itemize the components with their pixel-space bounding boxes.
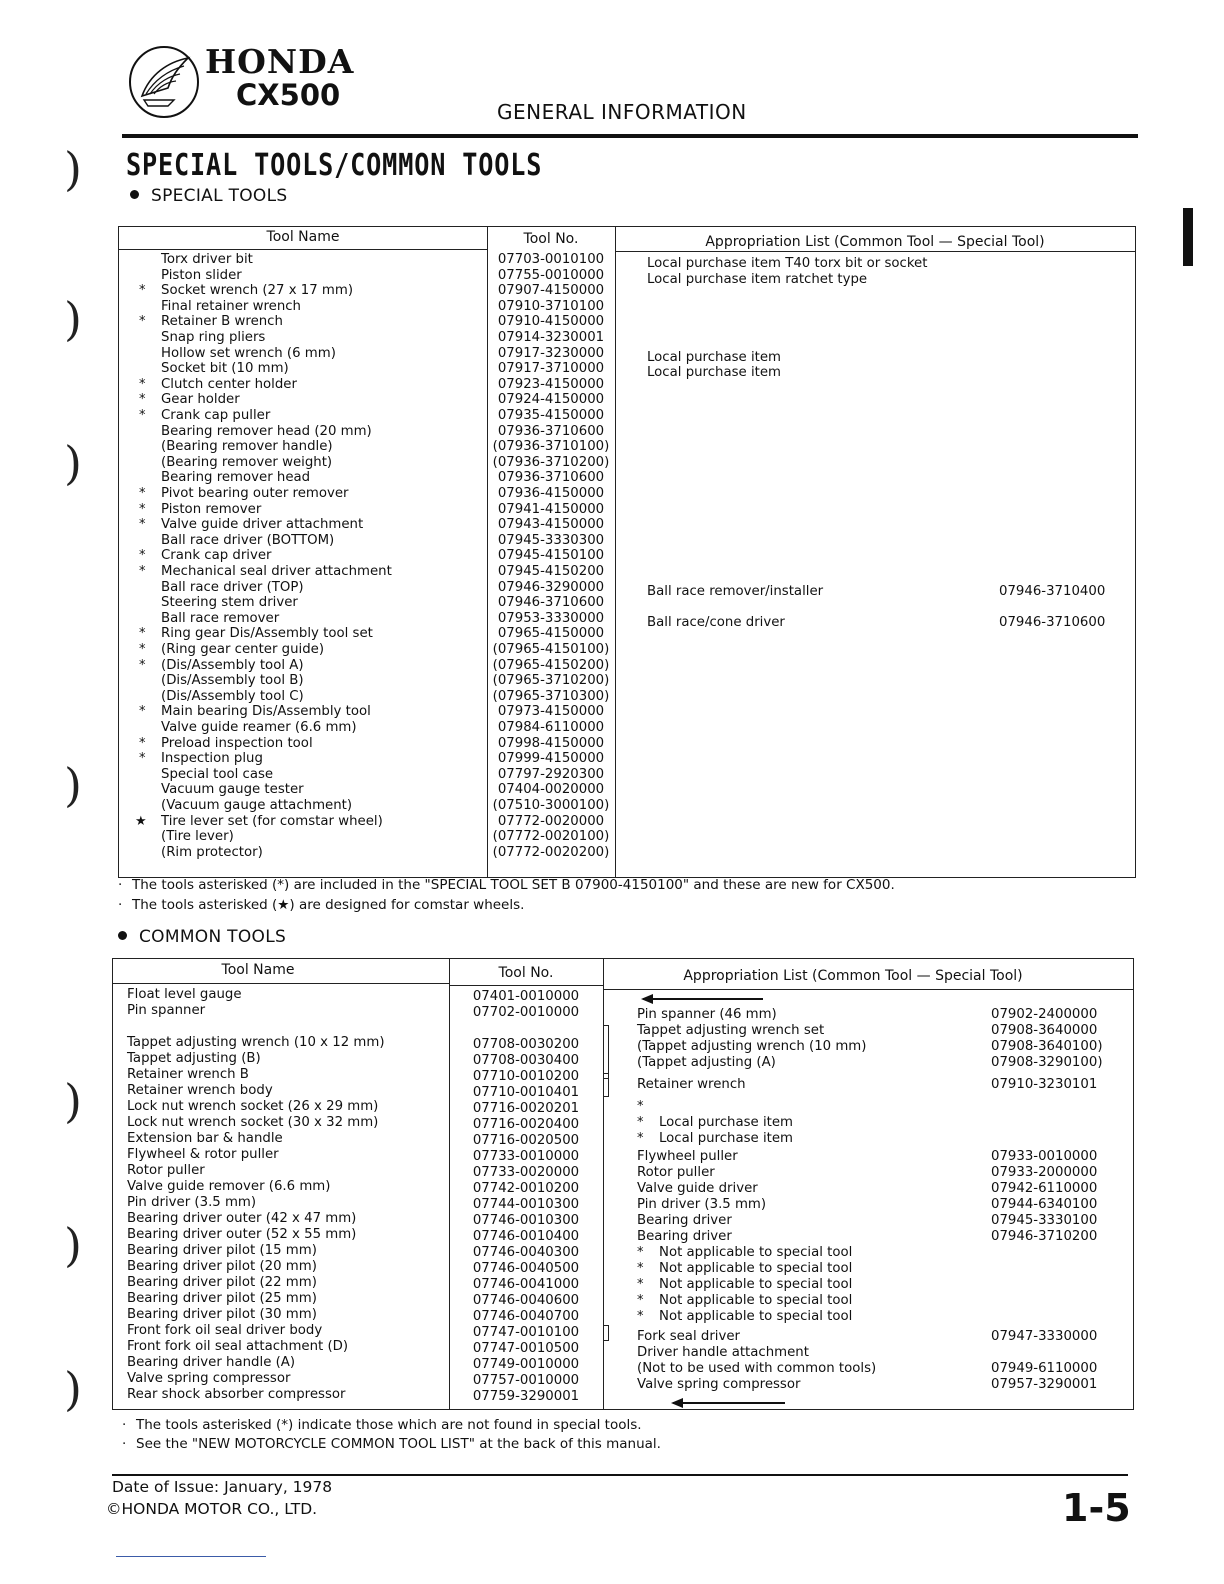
tool-name: Extension bar & handle [127, 1131, 283, 1146]
appropriation-text: (Not to be used with common tools) [637, 1361, 877, 1376]
model-name: CX500 [236, 78, 341, 112]
tool-number: 07716-0020400 [472, 1117, 580, 1132]
tool-name: Final retainer wrench [161, 298, 301, 314]
binder-hole-mark: ) [64, 758, 82, 812]
tool-name: Ball race driver (TOP) [161, 579, 304, 595]
tool-number: 07999-4150000 [497, 751, 605, 767]
appropriation-text: Local purchase item ratchet type [647, 271, 868, 287]
tool-number: 07910-3710100 [497, 298, 605, 314]
tool-number: (07510-3000100) [492, 798, 610, 813]
tool-name: Crank cap puller [161, 408, 271, 423]
asterisk-mark: * [637, 1131, 644, 1146]
tool-name: Bearing driver outer (42 x 47 mm) [127, 1211, 357, 1226]
asterisk-mark: * [139, 548, 146, 564]
tool-number: 07742-0010200 [472, 1181, 580, 1196]
appropriation-number: 07908-3290100) [991, 1055, 1103, 1070]
tool-number: 07797-2920300 [497, 766, 605, 782]
asterisk-mark: * [637, 1261, 644, 1276]
tool-number: 07941-4150000 [497, 501, 605, 517]
appropriation-number: 07908-3640100) [991, 1039, 1103, 1054]
asterisk-mark: * [139, 376, 146, 392]
appropriation-text: Local purchase item T40 torx bit or socket [647, 256, 928, 271]
tool-number: 07923-4150000 [497, 376, 605, 392]
tool-name: (Ring gear center guide) [161, 642, 325, 657]
appropriation-text: Local purchase item [659, 1131, 793, 1146]
tool-name: Rear shock absorber compressor [127, 1387, 346, 1402]
tool-name: Pivot bearing outer remover [161, 486, 349, 501]
common-note-1: · The tools asterisked (*) indicate those which are not found in special tools. [122, 1417, 642, 1433]
appropriation-text: Tappet adjusting wrench set [637, 1023, 825, 1038]
header-divider [119, 249, 487, 250]
appropriation-text: Pin spanner (46 mm) [637, 1007, 777, 1022]
asterisk-mark: * [637, 1277, 644, 1292]
col-header-tool-no: Tool No. [498, 965, 554, 981]
tool-number: 07772-0020000 [497, 813, 605, 829]
tool-name: Socket bit (10 mm) [161, 361, 289, 377]
tool-number: 07757-0010000 [472, 1373, 580, 1388]
tool-number: 07746-0040500 [472, 1261, 580, 1276]
header-divider [449, 985, 603, 986]
binder-hole-mark: ) [64, 1074, 82, 1128]
tool-name: Front fork oil seal attachment (D) [127, 1339, 349, 1354]
appropriation-text: Not applicable to special tool [659, 1277, 853, 1292]
tool-name: Tappet adjusting (B) [127, 1051, 261, 1066]
tool-number: 07708-0030200 [472, 1037, 580, 1052]
scan-artifact-line [116, 1556, 266, 1557]
appropriation-text: Driver handle attachment [637, 1345, 809, 1360]
asterisk-mark: * [139, 283, 146, 299]
tool-name: Valve guide remover (6.6 mm) [127, 1179, 331, 1194]
tool-number: 07914-3230001 [497, 330, 605, 345]
tool-name: (Dis/Assembly tool B) [161, 673, 304, 689]
tool-number: 07943-4150000 [497, 517, 605, 533]
tool-name: (Tire lever) [161, 829, 234, 845]
tool-name: (Bearing remover handle) [161, 439, 333, 455]
tool-name: Bearing driver pilot (30 mm) [127, 1307, 317, 1322]
special-note-2: · The tools asterisked (★) are designed for comstar wheels. [118, 897, 525, 913]
tool-number: 07973-4150000 [497, 704, 605, 720]
tool-number: 07917-3710000 [497, 361, 605, 377]
special-tools-heading-text: SPECIAL TOOLS [151, 186, 288, 206]
tool-name: Bearing driver pilot (25 mm) [127, 1291, 317, 1306]
tool-number: 07702-0010000 [472, 1005, 580, 1020]
appropriation-number: 07902-2400000 [991, 1007, 1098, 1022]
appropriation-number: 07910-3230101 [991, 1077, 1098, 1092]
bullet-icon [118, 931, 127, 940]
tool-number: 07936-3710600 [497, 470, 605, 486]
tool-number: 07946-3290000 [497, 579, 605, 595]
special-note-1: · The tools asterisked (*) are included in the "SPECIAL TOOL SET B 07900-4150100" and these are new for CX500. [118, 877, 895, 893]
col-header-appropriation: Appropriation List (Common Tool — Special Tool) [683, 968, 1023, 984]
tool-name: Crank cap driver [161, 548, 272, 564]
tool-name: Float level gauge [127, 987, 242, 1002]
section-title: GENERAL INFORMATION [497, 100, 747, 124]
appropriation-text: Pin driver (3.5 mm) [637, 1197, 767, 1212]
tool-number: (07772-0020100) [492, 829, 610, 845]
tool-name: Piston slider [161, 267, 242, 283]
tool-number: 07953-3330000 [497, 610, 605, 626]
tool-name: Ring gear Dis/Assembly tool set [161, 626, 373, 642]
tool-name: Clutch center holder [161, 376, 297, 392]
tool-name: Lock nut wrench socket (30 x 32 mm) [127, 1115, 379, 1130]
appropriation-text: Local purchase item [647, 349, 781, 365]
tool-number: 07935-4150000 [497, 408, 605, 423]
group-bracket [603, 1073, 609, 1097]
tool-name: (Dis/Assembly tool A) [161, 657, 304, 673]
asterisk-mark: * [139, 657, 146, 673]
appropriation-text: (Tappet adjusting (A) [637, 1055, 776, 1070]
group-bracket [603, 1025, 609, 1079]
tool-number: 07746-0040700 [472, 1309, 580, 1324]
brand-name: HONDA [205, 42, 355, 81]
common-note-2: · See the "NEW MOTORCYCLE COMMON TOOL LIST" at the back of this manual. [122, 1436, 661, 1452]
appropriation-text: Retainer wrench [637, 1077, 746, 1092]
tool-number: 07984-6110000 [497, 720, 605, 735]
tool-name: Flywheel & rotor puller [127, 1147, 279, 1162]
asterisk-mark: * [637, 1309, 644, 1324]
appropriation-number: 07933-2000000 [991, 1165, 1098, 1180]
tool-number: 07946-3710600 [497, 595, 605, 611]
asterisk-mark: * [637, 1115, 644, 1130]
asterisk-mark: * [139, 501, 146, 517]
tool-name: Bearing driver handle (A) [127, 1355, 296, 1370]
tool-name: Bearing driver pilot (22 mm) [127, 1275, 317, 1290]
tool-number: 07733-0020000 [472, 1165, 580, 1180]
appropriation-number: 07949-6110000 [991, 1361, 1098, 1376]
tool-name: (Dis/Assembly tool C) [161, 688, 304, 704]
common-tools-heading [118, 927, 286, 947]
tool-name: Retainer B wrench [161, 314, 283, 330]
tool-name: Special tool case [161, 766, 274, 782]
appropriation-number: 07946-3710200 [991, 1229, 1098, 1244]
tool-number: 07917-3230000 [497, 345, 605, 361]
asterisk-mark: * [139, 751, 146, 767]
tool-number: 07733-0010000 [472, 1149, 580, 1164]
tool-number: 07945-4150200 [497, 564, 605, 579]
tool-name: Ball race remover [161, 610, 280, 626]
appropriation-number: 07942-6110000 [991, 1181, 1098, 1196]
tool-name: (Vacuum gauge attachment) [161, 798, 353, 813]
tool-name: Hollow set wrench (6 mm) [161, 345, 336, 361]
tool-name: Retainer wrench body [127, 1083, 273, 1098]
binder-hole-mark: ) [64, 292, 82, 346]
tool-name: (Rim protector) [161, 844, 263, 860]
tool-number: (07965-4150200) [492, 657, 610, 673]
tool-name: Bearing driver pilot (15 mm) [127, 1243, 317, 1258]
special-tools-table [118, 226, 1136, 878]
tool-number: 07710-0010200 [472, 1069, 580, 1084]
tool-number: 07755-0010000 [497, 267, 605, 283]
page-title: SPECIAL TOOLS/COMMON TOOLS [126, 148, 543, 183]
tool-number: 07907-4150000 [497, 283, 605, 299]
tool-name: Main bearing Dis/Assembly tool [161, 704, 371, 720]
tool-number: 07404-0020000 [497, 782, 605, 798]
asterisk-mark: * [139, 626, 146, 642]
asterisk-mark: * [139, 735, 146, 751]
appropriation-text: (Tappet adjusting wrench (10 mm) [637, 1039, 867, 1054]
appropriation-text: Not applicable to special tool [659, 1309, 853, 1324]
appropriation-number: 07957-3290001 [991, 1377, 1098, 1392]
asterisk-mark: * [637, 1099, 644, 1114]
appropriation-number: 07945-3330100 [991, 1213, 1098, 1228]
tool-number: 07710-0010401 [472, 1085, 580, 1100]
header-divider [113, 983, 449, 984]
asterisk-mark: * [139, 408, 146, 423]
tool-name: Mechanical seal driver attachment [161, 564, 392, 579]
tool-name: Valve spring compressor [127, 1371, 291, 1386]
tool-number: 07746-0010300 [472, 1213, 580, 1228]
appropriation-text: Local purchase item [647, 365, 781, 381]
appropriation-number: 07933-0010000 [991, 1149, 1098, 1164]
tool-name: Vacuum gauge tester [161, 782, 304, 798]
column-divider [615, 227, 616, 877]
tool-number: 07746-0010400 [472, 1229, 580, 1244]
copyright: ©HONDA MOTOR CO., LTD. [106, 1500, 318, 1518]
common-tools-table [112, 958, 1134, 1410]
asterisk-mark: ★ [135, 813, 147, 829]
appropriation-text: Valve guide driver [637, 1181, 758, 1196]
tool-name: Tire lever set (for comstar wheel) [161, 813, 383, 829]
appropriation-text: Ball race remover/installer [647, 583, 824, 599]
tool-number: 07747-0010500 [472, 1341, 580, 1356]
tool-number: 07759-3290001 [472, 1389, 580, 1404]
asterisk-mark: * [637, 1293, 644, 1308]
issue-date: Date of Issue: January, 1978 [112, 1478, 333, 1496]
tool-number: (07965-3710200) [492, 673, 610, 689]
tool-name: Front fork oil seal driver body [127, 1323, 323, 1338]
tool-number: (07936-3710100) [492, 439, 610, 455]
tool-number: (07772-0020200) [492, 844, 610, 860]
tool-name: Steering stem driver [161, 595, 298, 611]
tool-number: 07746-0041000 [472, 1277, 580, 1292]
tool-name: Pin driver (3.5 mm) [127, 1195, 257, 1210]
binder-hole-mark: ) [64, 1362, 82, 1416]
tool-name: Bearing remover head [161, 470, 311, 486]
appropriation-number: 07944-6340100 [991, 1197, 1098, 1212]
tool-name: Ball race driver (BOTTOM) [161, 532, 335, 548]
page-number: 1-5 [1062, 1486, 1131, 1530]
appropriation-text: Not applicable to special tool [659, 1293, 853, 1308]
tool-name: Snap ring pliers [161, 330, 266, 345]
tool-name: Bearing driver pilot (20 mm) [127, 1259, 317, 1274]
appropriation-text: Fork seal driver [637, 1329, 740, 1344]
asterisk-mark: * [139, 392, 146, 408]
col-header-tool-no: Tool No. [523, 231, 579, 247]
special-tools-heading [130, 186, 287, 206]
tool-number: (07936-3710200) [492, 454, 610, 470]
arrow-left-icon [673, 1402, 785, 1404]
appropriation-text: Bearing driver [637, 1213, 732, 1228]
appropriation-number: 07946-3710400 [999, 583, 1106, 599]
tool-name: Lock nut wrench socket (26 x 29 mm) [127, 1099, 379, 1114]
appropriation-number: 07947-3330000 [991, 1329, 1098, 1344]
asterisk-mark: * [637, 1245, 644, 1260]
tool-number: 07703-0010100 [497, 252, 605, 267]
header-divider [603, 989, 1133, 990]
group-bracket [603, 1325, 609, 1341]
tool-name: Socket wrench (27 x 17 mm) [161, 283, 354, 299]
honda-wing-logo [128, 44, 200, 120]
asterisk-mark: * [139, 517, 146, 533]
appropriation-text: Local purchase item [659, 1115, 793, 1130]
binder-hole-mark: ) [64, 436, 82, 490]
tool-number: 07744-0010300 [472, 1197, 580, 1212]
tool-name: Torx driver bit [161, 252, 253, 267]
asterisk-mark: * [139, 564, 146, 579]
tool-number: 07746-0040300 [472, 1245, 580, 1260]
tool-number: 07716-0020201 [472, 1101, 580, 1116]
tool-name: Valve guide reamer (6.6 mm) [161, 720, 357, 735]
appropriation-text: Valve spring compressor [637, 1377, 801, 1392]
tool-number: 07716-0020500 [472, 1133, 580, 1148]
tool-number: 07910-4150000 [497, 314, 605, 330]
tool-name: Piston remover [161, 501, 262, 517]
bullet-icon [130, 190, 139, 199]
col-header-tool-name: Tool Name [221, 962, 295, 978]
tool-number: (07965-4150100) [492, 642, 610, 657]
section-tab-marker [1183, 208, 1193, 266]
common-tools-heading-text: COMMON TOOLS [139, 927, 287, 947]
asterisk-mark: * [139, 486, 146, 501]
tool-number: 07747-0010100 [472, 1325, 580, 1340]
tool-name: Gear holder [161, 392, 240, 408]
appropriation-text: Not applicable to special tool [659, 1261, 853, 1276]
tool-number: 07965-4150000 [497, 626, 605, 642]
arrow-left-icon [643, 998, 763, 1000]
asterisk-mark: * [139, 642, 146, 657]
tool-name: Preload inspection tool [161, 735, 313, 751]
tool-name: Tappet adjusting wrench (10 x 12 mm) [127, 1035, 385, 1050]
tool-name: Rotor puller [127, 1163, 205, 1178]
tool-name: Valve guide driver attachment [161, 517, 364, 533]
tool-number: 07749-0010000 [472, 1357, 580, 1372]
appropriation-text: Flywheel puller [637, 1149, 738, 1164]
tool-number: 07945-4150100 [497, 548, 605, 564]
tool-number: 07936-4150000 [497, 486, 605, 501]
tool-number: (07965-3710300) [492, 688, 610, 704]
footer-divider [112, 1474, 1128, 1476]
header-divider [615, 251, 1135, 252]
binder-hole-mark: ) [64, 1218, 82, 1272]
appropriation-text: Rotor puller [637, 1165, 715, 1180]
appropriation-number: 07946-3710600 [999, 614, 1106, 630]
tool-number: 07708-0030400 [472, 1053, 580, 1068]
tool-name: Retainer wrench B [127, 1067, 249, 1082]
tool-name: Bearing driver outer (52 x 55 mm) [127, 1227, 357, 1242]
tool-number: 07936-3710600 [497, 423, 605, 439]
tool-name: Pin spanner [127, 1003, 206, 1018]
appropriation-number: 07908-3640000 [991, 1023, 1098, 1038]
col-header-appropriation: Appropriation List (Common Tool — Special Tool) [705, 234, 1045, 250]
tool-name: Inspection plug [161, 751, 263, 767]
asterisk-mark: * [139, 704, 146, 720]
tool-number: 07924-4150000 [497, 392, 605, 408]
tool-number: 07401-0010000 [472, 989, 580, 1004]
asterisk-mark: * [139, 314, 146, 330]
appropriation-text: Ball race/cone driver [647, 614, 785, 630]
appropriation-text: Bearing driver [637, 1229, 732, 1244]
tool-number: 07998-4150000 [497, 735, 605, 751]
tool-number: 07746-0040600 [472, 1293, 580, 1308]
tool-name: Bearing remover head (20 mm) [161, 423, 372, 439]
col-header-tool-name: Tool Name [266, 229, 340, 245]
tool-name: (Bearing remover weight) [161, 454, 333, 470]
binder-hole-mark: ) [64, 142, 82, 196]
header-divider [122, 134, 1138, 138]
tool-number: 07945-3330300 [497, 532, 605, 548]
appropriation-text: Not applicable to special tool [659, 1245, 853, 1260]
